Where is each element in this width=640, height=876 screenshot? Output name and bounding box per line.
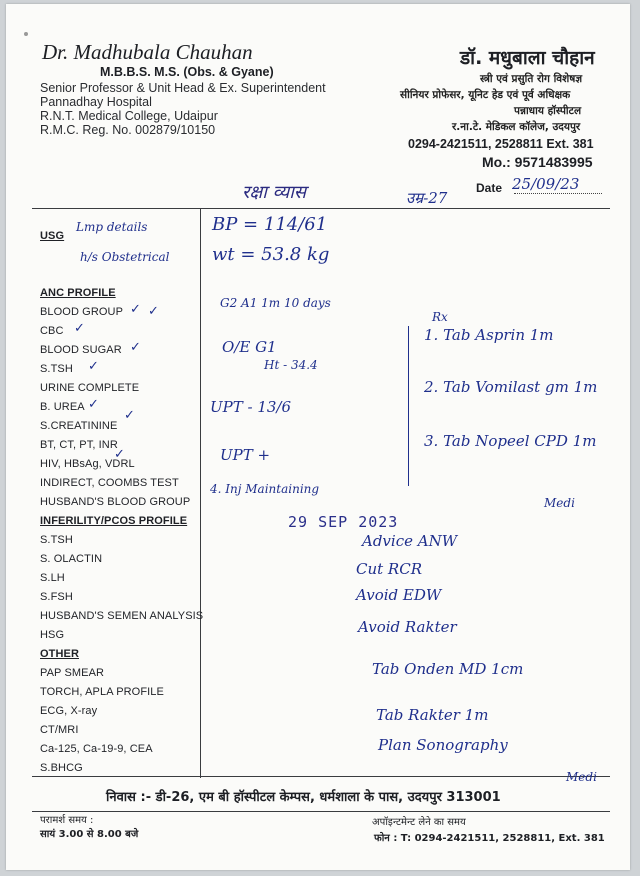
- usg-note-1: Lmp details: [76, 220, 148, 234]
- check-mark-icon: ✓: [88, 397, 99, 412]
- menu-item: URINE COMPLETE: [40, 382, 140, 394]
- doctor-name-english: Dr. Madhubala Chauhan: [42, 40, 253, 64]
- check-mark-icon: ✓: [114, 447, 125, 462]
- examination-note: O/E G1: [222, 338, 277, 356]
- advice-line: Plan Sonography: [378, 736, 508, 754]
- date-label: Date: [476, 181, 503, 195]
- registration-number: R.M.C. Reg. No. 002879/10150: [40, 123, 216, 137]
- menu-item: HSG: [40, 629, 65, 641]
- height-note: Ht - 34.4: [264, 358, 318, 372]
- menu-item: BT, CT, PT, INR: [40, 439, 118, 451]
- usg-heading: USG: [40, 230, 65, 242]
- hospital-name: Pannadhay Hospital: [40, 95, 152, 109]
- designation-hindi: सीनियर प्रोफेसर, यूनिट हेड एवं पूर्व अधिक्षक: [400, 89, 571, 101]
- doctor-name-hindi: डॉ. मधुबाला चौहान: [460, 47, 595, 69]
- consult-time-label: परामर्श समय :: [40, 815, 94, 826]
- advice-line: Avoid Rakter: [358, 618, 457, 636]
- bp-reading: BP = 114/61: [212, 214, 328, 235]
- header-divider: [32, 208, 610, 209]
- menu-item: HIV, HBsAg, VDRL: [40, 458, 135, 470]
- residence-address: निवास :- डी-26, एम बी हॉस्पीटल केम्पस, धर्मशाला के पास, उदयपुर 313001: [106, 790, 501, 805]
- menu-item: HUSBAND'S SEMEN ANALYSIS: [40, 610, 204, 622]
- check-mark-icon: ✓: [74, 321, 85, 336]
- footer-phone: फोन : T: 0294-2421511, 2528811, Ext. 381: [374, 833, 605, 844]
- menu-item: INDIRECT, COOMBS TEST: [40, 477, 179, 489]
- side-mark: Medi: [566, 770, 597, 784]
- doctor-designation: Senior Professor & Unit Head & Ex. Superintendent: [40, 81, 326, 95]
- header-phone: 0294-2421511, 2528811 Ext. 381: [408, 137, 594, 151]
- advice-line: Cut RCR: [356, 560, 422, 578]
- rx-symbol: Rx: [432, 310, 448, 324]
- upt-positive-note: UPT +: [220, 446, 271, 464]
- appointment-label: अपॉइन्टमेन्ट लेने का समय: [372, 817, 466, 828]
- menu-item: ECG, X-ray: [40, 705, 98, 717]
- usg-note-2: h/s Obstetrical: [80, 250, 170, 264]
- menu-item: S.CREATININE: [40, 420, 118, 432]
- menu-item: TORCH, APLA PROFILE: [40, 686, 164, 698]
- menu-item: CT/MRI: [40, 724, 79, 736]
- menu-item: S.LH: [40, 572, 65, 584]
- rx-bracket: [408, 326, 409, 486]
- specialty-hindi: स्त्री एवं प्रसुति रोग विशेषज्ञ: [480, 73, 583, 85]
- check-mark-icon: ✓: [130, 302, 141, 317]
- date-underline: [514, 193, 602, 194]
- side-mark: Medi: [544, 496, 575, 510]
- menu-item: CBC: [40, 325, 64, 337]
- check-mark-icon: ✓: [130, 340, 141, 355]
- obstetric-history-note: G2 A1 1m 10 days: [220, 296, 331, 310]
- upt-note: UPT - 13/6: [210, 398, 292, 416]
- menu-item: HUSBAND'S BLOOD GROUP: [40, 496, 191, 508]
- menu-item: S. OLACTIN: [40, 553, 103, 565]
- check-mark-icon: ✓: [88, 359, 99, 374]
- rx-line-2: 2. Tab Vomilast gm 1m: [424, 378, 598, 396]
- menu-item: BLOOD SUGAR: [40, 344, 122, 356]
- hospital-hindi: पन्नाधाय हॉस्पीटल: [514, 105, 582, 117]
- menu-column-divider: [200, 208, 201, 778]
- doctor-degrees: M.B.B.S. M.S. (Obs. & Gyane): [100, 65, 274, 79]
- menu-item: PAP SMEAR: [40, 667, 105, 679]
- college-name: R.N.T. Medical College, Udaipur: [40, 109, 218, 123]
- consult-time-value: सायं 3.00 से 8.00 बजे: [40, 829, 139, 840]
- visit-date-handwritten: 25/09/23: [512, 175, 580, 193]
- injection-note: 4. Inj Maintaining: [210, 482, 320, 496]
- punch-hole-mark: [24, 32, 28, 36]
- check-mark-icon: ✓: [148, 304, 159, 319]
- patient-name-handwritten: रक्षा व्यास: [242, 182, 307, 203]
- menu-item: S.BHCG: [40, 762, 83, 774]
- advice-line: Advice ANW: [362, 532, 458, 550]
- other-heading: OTHER: [40, 648, 79, 660]
- menu-item: S.TSH: [40, 363, 73, 375]
- anc-profile-heading: ANC PROFILE: [40, 287, 116, 299]
- advice-line: Avoid EDW: [356, 586, 442, 604]
- date-stamp: 29 SEP 2023: [288, 513, 399, 531]
- prescription-sheet: [6, 4, 630, 870]
- menu-item: B. UREA: [40, 401, 85, 413]
- check-mark-icon: ✓: [124, 408, 135, 423]
- patient-age-handwritten: उम्र-27: [406, 189, 448, 207]
- rx-line-1: 1. Tab Asprin 1m: [424, 326, 554, 344]
- menu-item: S.TSH: [40, 534, 73, 546]
- college-hindi: र.ना.टे. मेडिकल कॉलेज, उदयपुर: [452, 121, 581, 133]
- menu-item: Ca-125, Ca-19-9, CEA: [40, 743, 153, 755]
- advice-line: Tab Onden MD 1cm: [372, 660, 524, 678]
- address-divider: [32, 811, 610, 812]
- weight-reading: wt = 53.8 kg: [212, 244, 330, 265]
- rx-line-3: 3. Tab Nopeel CPD 1m: [424, 432, 597, 450]
- footer-divider: [32, 776, 610, 777]
- infertility-heading: INFERILITY/PCOS PROFILE: [40, 515, 188, 527]
- menu-item: BLOOD GROUP: [40, 306, 124, 318]
- menu-item: S.FSH: [40, 591, 73, 603]
- header-mobile: Mo.: 9571483995: [482, 154, 593, 170]
- advice-line: Tab Rakter 1m: [376, 706, 489, 724]
